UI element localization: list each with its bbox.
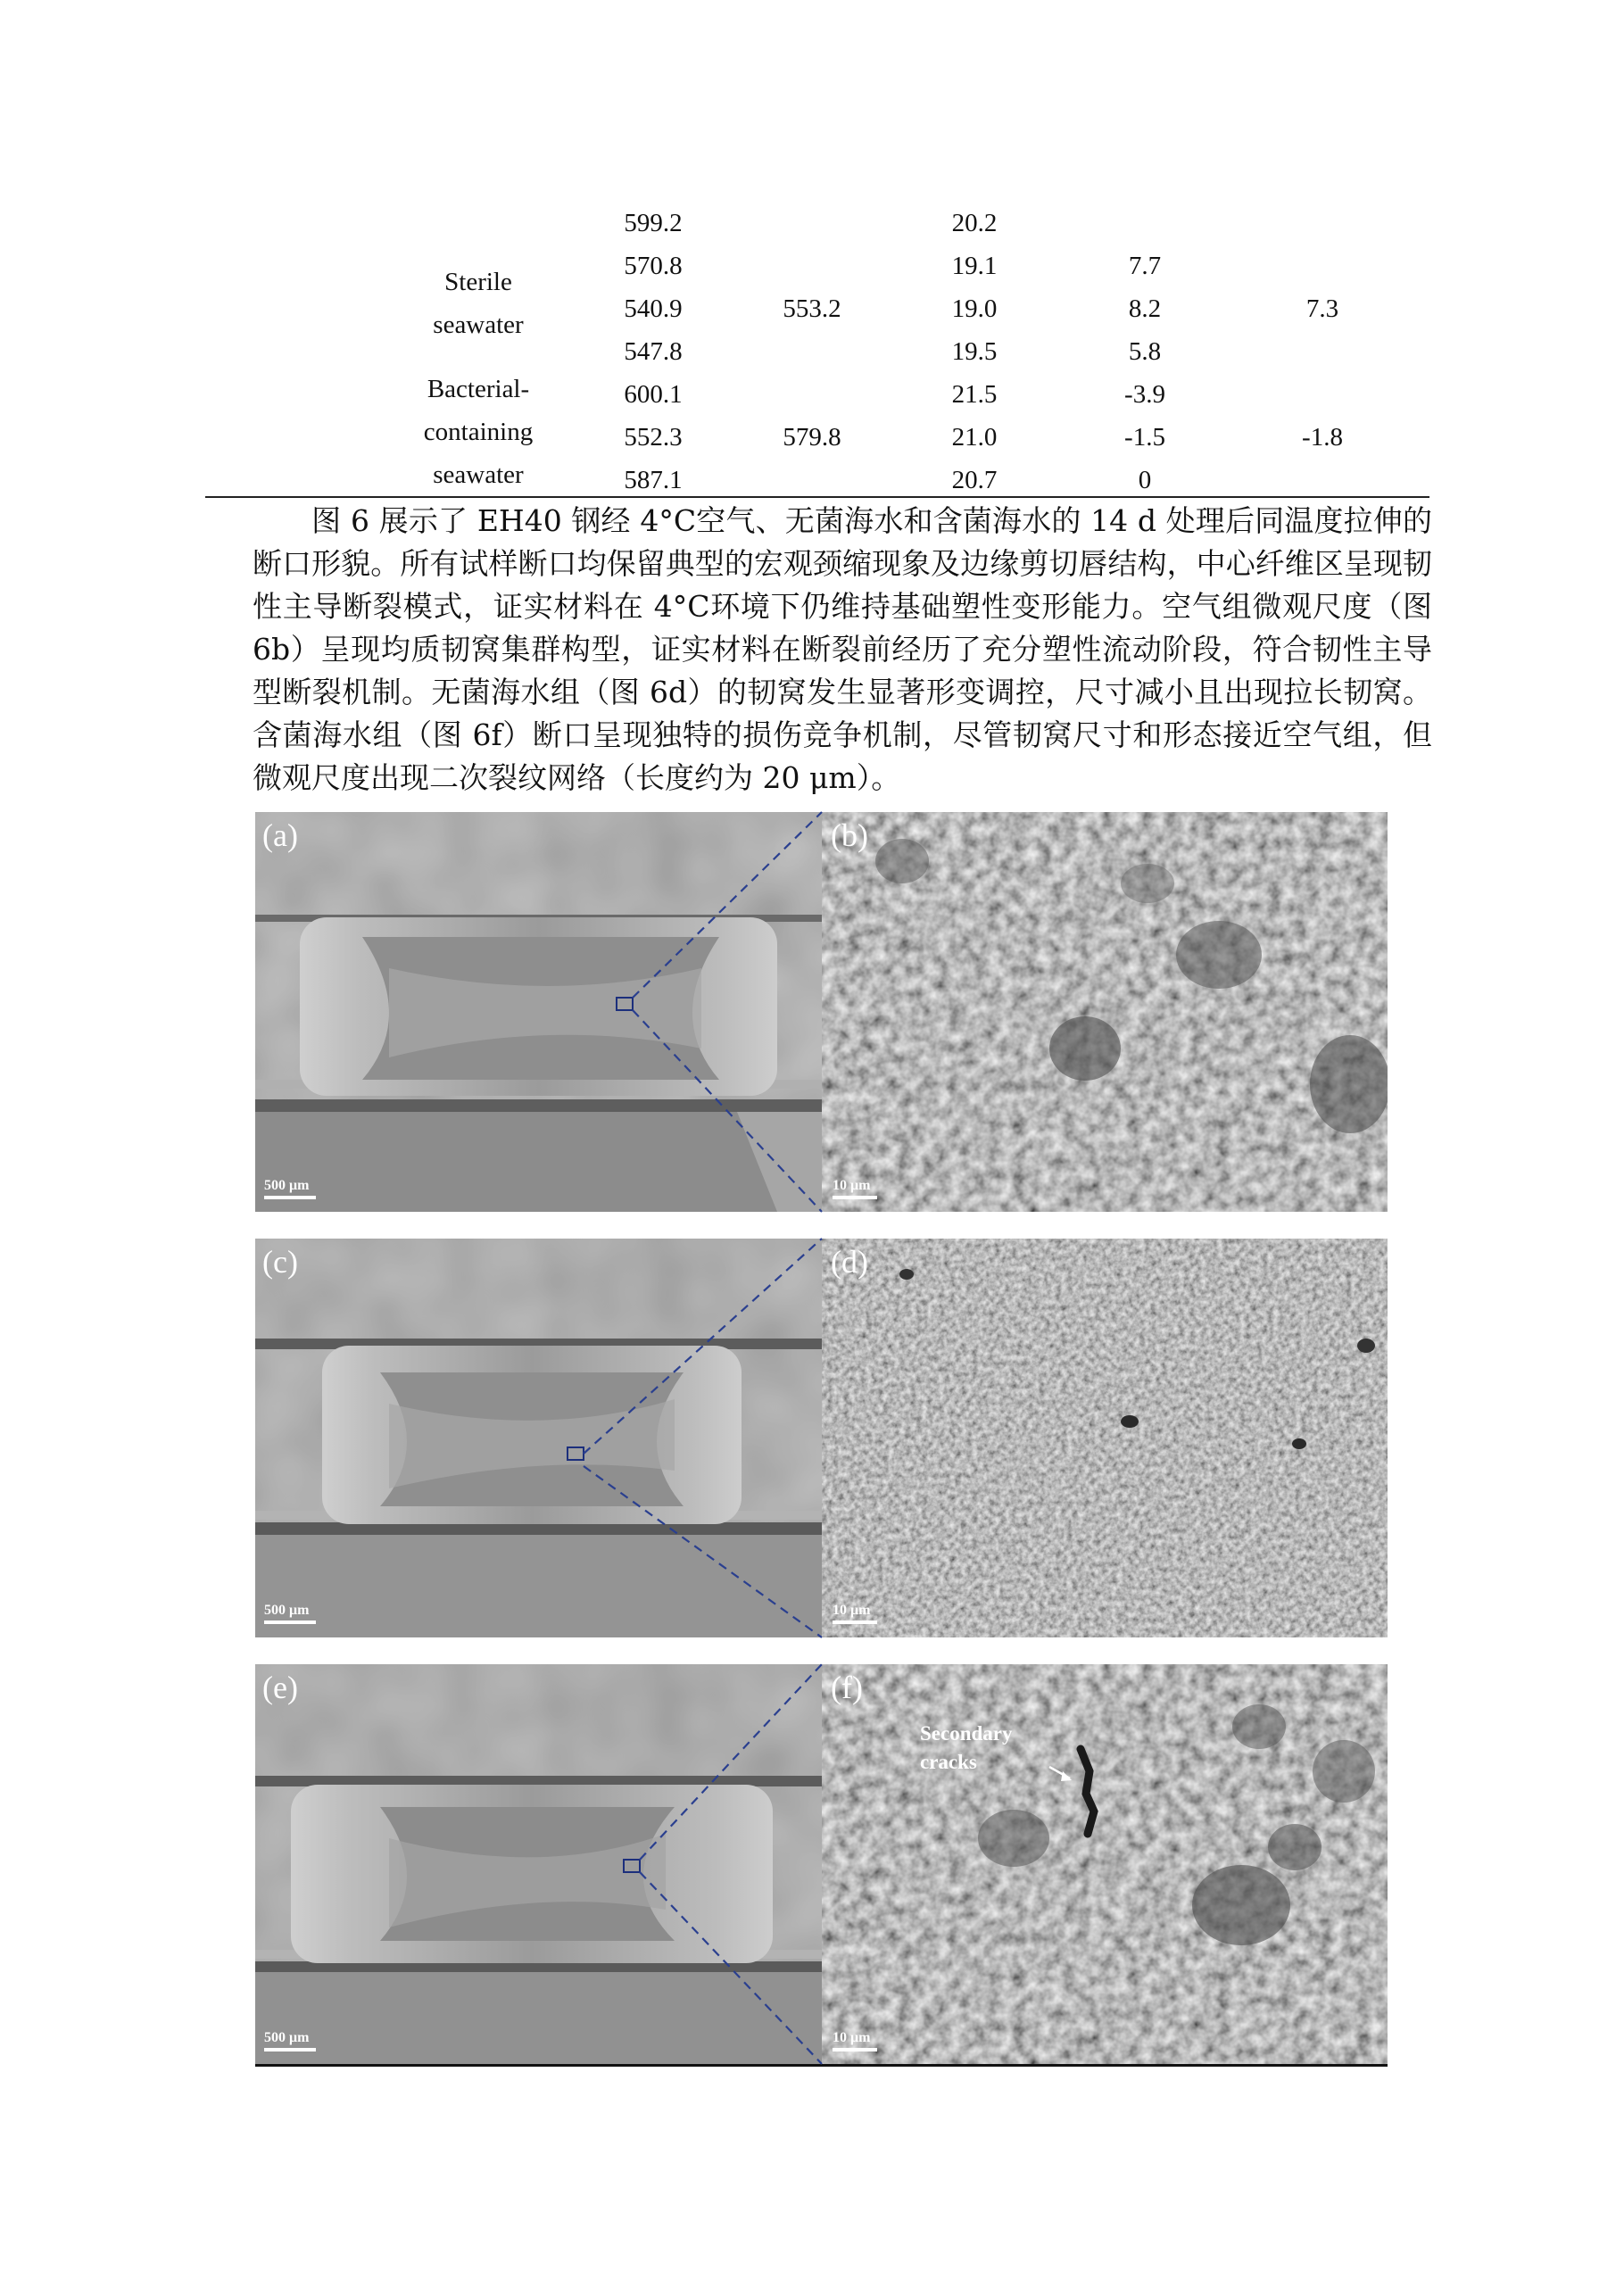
body-paragraph — [253, 500, 1432, 800]
group-label-line: Bacterial- — [427, 375, 530, 403]
scale-bar — [833, 1603, 877, 1624]
table-cell-strength: 587.1 — [624, 466, 683, 494]
avg-strength-bacterial: 579.8 — [783, 423, 841, 452]
scale-bar — [264, 1178, 316, 1199]
scale-bar — [833, 1178, 877, 1199]
table-cell-elongation: 20.2 — [951, 209, 998, 237]
scale-bar-text: 10 μm — [833, 1178, 871, 1193]
group-label-line: containing — [423, 418, 534, 446]
scale-bar — [264, 1603, 316, 1624]
scale-bar-text: 10 μm — [833, 2030, 871, 2045]
secondary-cracks-annotation — [920, 1720, 1013, 1777]
table-bottom-rule — [205, 496, 1429, 498]
annotation-line: Secondary — [920, 1722, 1013, 1745]
annotation-line: cracks — [920, 1751, 977, 1773]
panel-label: (a) — [262, 817, 298, 853]
body-paragraph-text: 图 6 展示了 EH40 钢经 4°C空气、无菌海水和含菌海水的 14 d 处理后同温度拉伸的断口形貌。所有试样断口均保留典型的宏观颈缩现象及边缘剪切唇结构，中心纤维区呈现韧性主导断裂模式，证实材料在 4°C环境下仍维持基础塑性变形能力。空气组微观尺度（图 6b）呈现均质韧窝集群构型，证实材料在断裂前经历了充分塑性流动阶段，符合韧性主导型断裂机制。无菌海水组（图 6d）的韧窝发生显著形变调控，尺寸减小且出现拉长韧窝。含菌海水组（图 6f）断口呈现独特的损伤竞争机制，尽管韧窝尺寸和形态接近空气组，但微观尺度出现二次裂纹网络（长度约为 20 μm）。 — [253, 503, 1432, 795]
table-cell-elongation: 21.0 — [951, 423, 998, 452]
table-cell-strength: 570.8 — [624, 252, 683, 280]
scale-bar-text: 500 μm — [264, 2030, 310, 2045]
avg-strength-sterile: 553.2 — [783, 294, 841, 323]
table-cell-elongation: 20.7 — [951, 466, 998, 494]
panel-label: (d) — [831, 1244, 868, 1280]
group-label-line: seawater — [433, 460, 524, 489]
data-table-fragment — [205, 196, 1429, 500]
table-cell-elongation: 19.5 — [951, 337, 998, 366]
table-cell-strength: 599.2 — [624, 209, 683, 237]
figure-bottom-border — [255, 2064, 1388, 2067]
sem-image-d — [822, 1239, 1388, 1637]
avg-change-sterile: 7.3 — [1305, 294, 1339, 323]
table-cell-change: 0 — [1138, 466, 1152, 494]
sem-image-e — [255, 1664, 822, 2064]
sem-panel-e-macro — [255, 1664, 822, 2064]
group-label-line: Sterile — [444, 268, 512, 296]
table-cell-elongation: 19.0 — [951, 294, 998, 323]
table-cell-change: 5.8 — [1128, 337, 1162, 366]
scale-bar-text: 10 μm — [833, 1603, 871, 1618]
table-cell-strength: 600.1 — [624, 380, 683, 409]
table-cell-change: 8.2 — [1128, 294, 1162, 323]
sem-image-b — [822, 812, 1388, 1212]
group-label-line: seawater — [433, 311, 524, 339]
sem-panel-b-micro — [822, 812, 1388, 1212]
table-cell-change: -1.5 — [1124, 423, 1165, 452]
scale-bar-text: 500 μm — [264, 1603, 310, 1618]
sem-image-a — [255, 812, 822, 1212]
group-label-sterile — [433, 261, 523, 346]
sem-panel-f-micro — [822, 1664, 1388, 2064]
panel-label: (b) — [831, 817, 868, 853]
sem-image-c — [255, 1239, 822, 1637]
sem-panel-a-macro — [255, 812, 822, 1212]
panel-label: (c) — [262, 1244, 298, 1280]
table-cell-change: -3.9 — [1124, 380, 1165, 409]
table-cell-strength: 540.9 — [624, 294, 683, 323]
sem-image-f — [822, 1664, 1388, 2064]
panel-label: (f) — [831, 1670, 863, 1705]
table-cell-elongation: 21.5 — [951, 380, 998, 409]
scale-bar-text: 500 μm — [264, 1178, 310, 1193]
table-cell-strength: 547.8 — [624, 337, 683, 366]
sem-panel-c-macro — [255, 1239, 822, 1637]
sem-panel-d-micro — [822, 1239, 1388, 1637]
table-cell-strength: 552.3 — [624, 423, 683, 452]
panel-label: (e) — [262, 1670, 298, 1705]
table-cell-change: 7.7 — [1128, 252, 1162, 280]
scale-bar — [833, 2030, 877, 2051]
scale-bar — [264, 2030, 316, 2051]
table-cell-elongation: 19.1 — [951, 252, 998, 280]
group-label-bacterial — [424, 368, 533, 496]
avg-change-bacterial: -1.8 — [1302, 423, 1343, 452]
